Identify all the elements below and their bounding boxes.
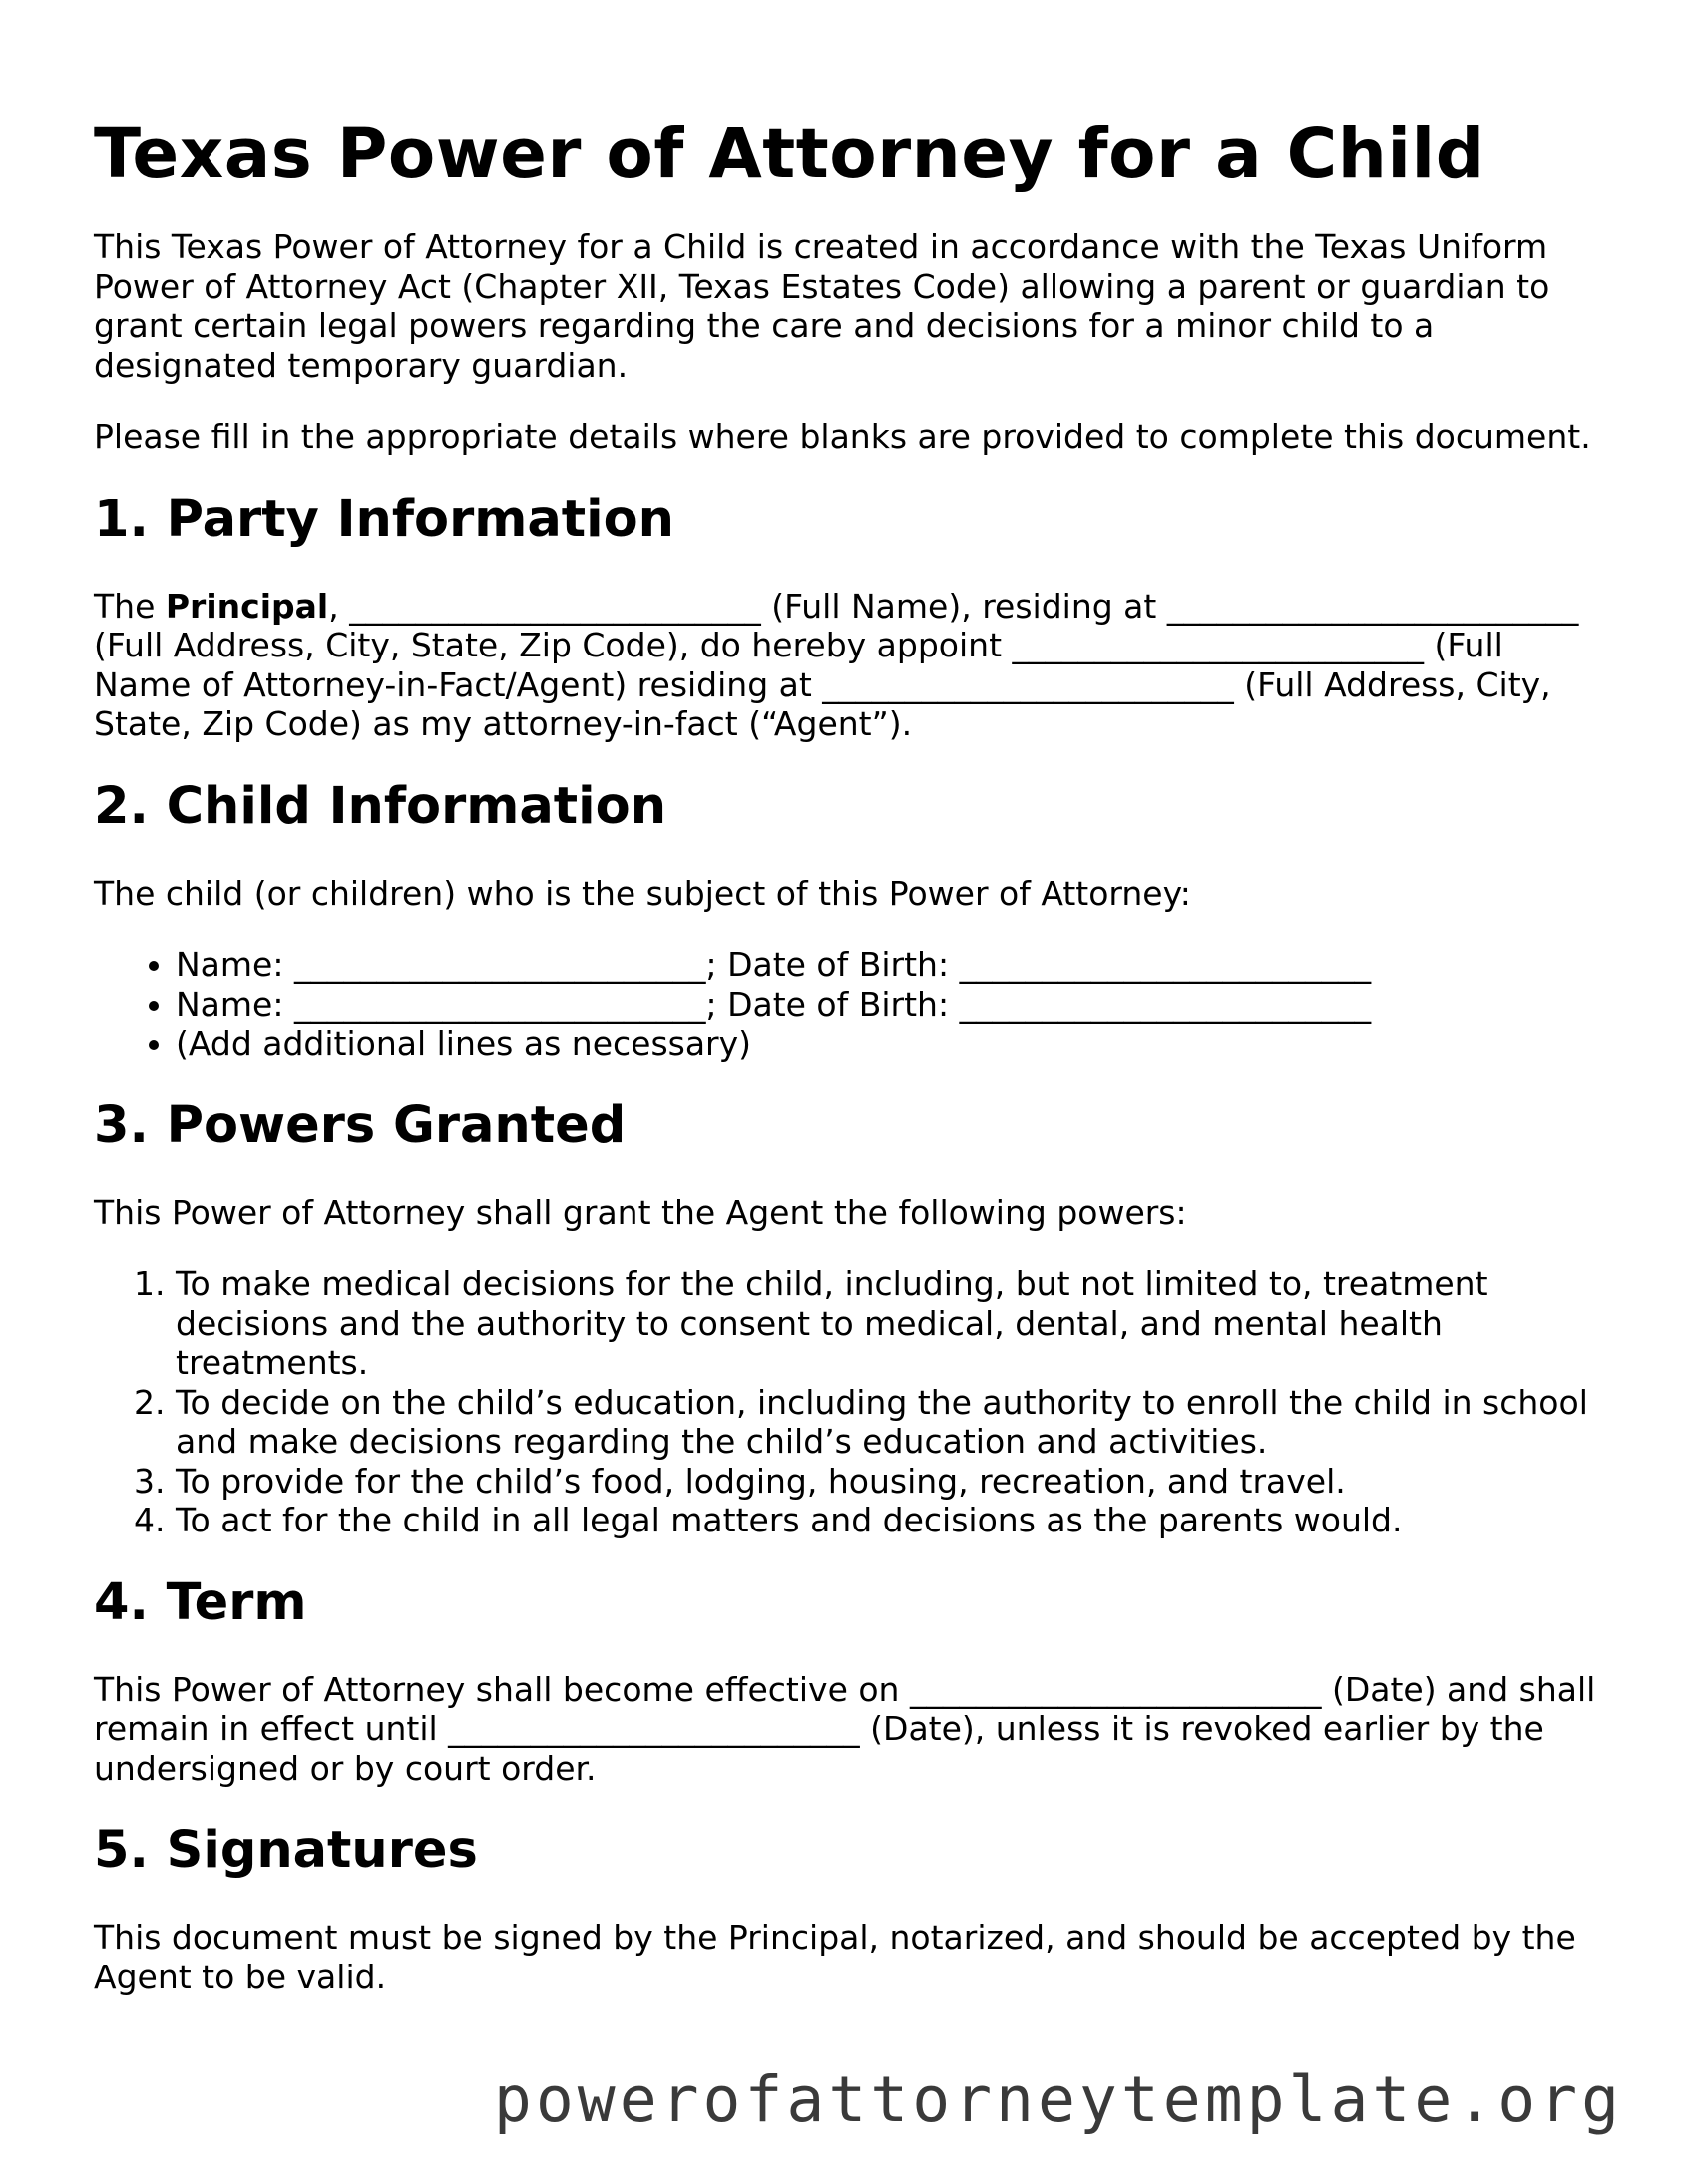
section-heading-powers: 3. Powers Granted [94,1095,627,1155]
list-item: • (Add additional lines as necessary) [176,1024,1610,1064]
list-item: 4. To act for the child in all legal matters and decisions as the parents would. [176,1501,1610,1540]
powers-list [94,1264,1610,1540]
section-heading-signatures: 5. Signatures [94,1821,478,1880]
section-heading-term: 4. Term [94,1572,307,1632]
document-page [94,112,1610,2028]
child-list [94,945,1610,1064]
child-information-section [94,776,1610,1064]
signatures-paragraph: This document must be signed by the Principal, notarized, and should be accepted by the Agent to be valid. [94,1918,1576,1996]
list-item: 1. To make medical decisions for the child, including, but not limited to, treatment decisions and the authority to consent to medical, dental, and mental health treatments. [176,1264,1610,1383]
list-item: 3. To provide for the child’s food, lodging, housing, recreation, and travel. [176,1462,1610,1502]
party-text-pre: The [94,586,166,626]
party-paragraph [94,587,1610,744]
section-heading-child: 2. Child Information [94,776,666,836]
intro-paragraph: This Texas Power of Attorney for a Child is created in accordance with the Texas Uniform Power of Attorney Act (Chapter XII, Texas Estates Code) allowing a parent or guardian to grant certain legal powers regarding the care and decisions for a minor child to a designated temporary guardian. [94,227,1550,385]
powers-granted-section [94,1095,1610,1540]
list-item: 2. To decide on the child’s education, including the authority to enroll the child in school and make decisions regarding the child’s education and activities. [176,1383,1610,1462]
principal-label: Principal [165,586,329,626]
child-paragraph: The child (or children) who is the subject of this Power of Attorney: [94,873,1191,913]
watermark: powerofattorneytemplate.org [493,2063,1623,2136]
powers-paragraph: This Power of Attorney shall grant the Agent the following powers: [94,1192,1187,1232]
party-text-post: , _________________________ (Full Name), residing at _________________________ (Full Address, City, State, Zip Code), do hereby appoint _________________________ (Full Name of Attorney-in-Fact/Agent) residing at _________________________ (Full Address, City, State, Zip Code) as my attorney-in-fact (“Agent”). [94,586,1579,743]
instructions-paragraph: Please fill in the appropriate details where blanks are provided to complete this document. [94,417,1591,456]
term-section [94,1572,1610,1789]
list-item: • Name: _________________________; Date of Birth: _________________________ [176,985,1610,1025]
list-item: • Name: _________________________; Date of Birth: _________________________ [176,945,1610,985]
term-paragraph: This Power of Attorney shall become effective on _________________________ (Date) and shall remain in effect until _________________________ (Date), unless it is revoked earlier by the undersigned or by court order. [94,1669,1596,1788]
page-title: Texas Power of Attorney for a Child [94,114,1485,194]
signatures-section [94,1820,1610,1996]
party-information-section [94,489,1610,744]
section-heading-party: 1. Party Information [94,489,674,549]
